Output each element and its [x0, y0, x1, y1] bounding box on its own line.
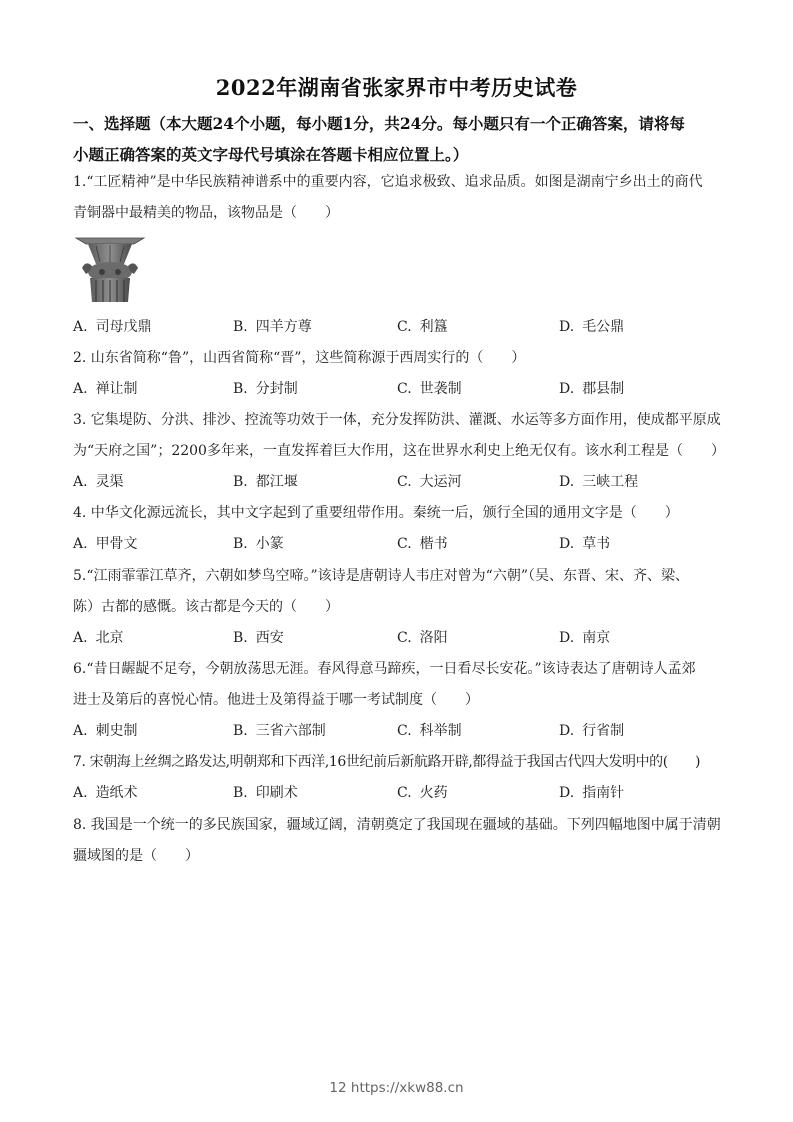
- option-c[interactable]: C. 楷书: [397, 536, 448, 552]
- bronze-vessel-image: [72, 232, 148, 308]
- option-d[interactable]: D. 行省制: [559, 723, 625, 739]
- question-2-line-1: 2. 山东省简称“鲁”，山西省简称“晋”，这些简称源于西周实行的（ ）: [73, 350, 526, 366]
- section-heading-line-2: 小题正确答案的英文字母代号填涂在答题卡相应位置上。）: [73, 145, 469, 164]
- option-c[interactable]: C. 世袭制: [397, 381, 462, 397]
- option-a[interactable]: A. 甲骨文: [73, 536, 138, 552]
- option-b[interactable]: B. 都江堰: [233, 474, 298, 490]
- question-5-options: [0, 628, 793, 648]
- option-d[interactable]: D. 南京: [559, 630, 611, 646]
- question-3-line-1: 3. 它集堤防、分洪、排沙、控流等功效于一体，充分发挥防洪、灌溉、水运等多方面作用，使成都平原成: [73, 412, 721, 428]
- question-8-line-1: 8. 我国是一个统一的多民族国家，疆域辽阔，清朝奠定了我国现在疆域的基础。下列四幅地图中属于清朝: [73, 817, 721, 833]
- option-b[interactable]: B. 分封制: [233, 381, 298, 397]
- option-d[interactable]: D. 草书: [559, 536, 611, 552]
- question-1-line-2: 青铜器中最精美的物品，该物品是（ ）: [73, 205, 339, 221]
- question-4-options: [0, 534, 793, 554]
- question-6-line-1: 6.“昔日龌龊不足夸，今朝放荡思无涯。春风得意马蹄疾，一日看尽长安花。”该诗表达了唐朝诗人孟郊: [73, 661, 696, 677]
- option-a[interactable]: A. 造纸术: [73, 785, 138, 801]
- question-5-line-2: 陈）古都的感慨。该古都是今天的（ ）: [73, 599, 339, 615]
- exam-title: 2022年湖南省张家界市中考历史试卷: [215, 75, 578, 100]
- option-c[interactable]: C. 科举制: [397, 723, 462, 739]
- option-b[interactable]: B. 四羊方尊: [233, 319, 312, 335]
- question-1-line-1: 1.“工匠精神”是中华民族精神谱系中的重要内容，它追求极致、追求品质。如图是湖南宁乡出土的商代: [73, 174, 703, 190]
- option-a[interactable]: A. 灵渠: [73, 474, 124, 490]
- question-4-line-1: 4. 中华文化源远流长，其中文字起到了重要纽带作用。秦统一后，颁行全国的通用文字是（ ）: [73, 505, 679, 521]
- question-2-options: [0, 379, 793, 399]
- question-6-line-2: 进士及第后的喜悦心情。他进士及第得益于哪一考试制度（ ）: [73, 692, 479, 708]
- option-b[interactable]: B. 西安: [233, 630, 284, 646]
- option-a[interactable]: A. 北京: [73, 630, 124, 646]
- section-heading-line-1: 一、选择题（本大题24个小题，每小题1分，共24分。每小题只有一个正确答案，请将每: [73, 114, 685, 133]
- question-5-line-1: 5.“江雨霏霏江草齐，六朝如梦鸟空啼。”该诗是唐朝诗人韦庄对曾为“六朝”（吴、东晋、宋、齐、梁、: [73, 568, 689, 584]
- question-3-options: [0, 472, 793, 492]
- question-6-options: [0, 721, 793, 741]
- option-a[interactable]: A. 禅让制: [73, 381, 138, 397]
- section-heading: [73, 108, 728, 170]
- option-c[interactable]: C. 火药: [397, 785, 448, 801]
- option-d[interactable]: D. 毛公鼎: [559, 319, 625, 335]
- option-c[interactable]: C. 利簋: [397, 319, 448, 335]
- option-b[interactable]: B. 印刷术: [233, 785, 298, 801]
- question-3-line-2: 为“天府之国”；2200多年来，一直发挥着巨大作用，这在世界水利史上绝无仅有。该水利工程是（ ）: [73, 443, 725, 459]
- page-footer: 12 https://xkw88.cn: [329, 1080, 464, 1096]
- option-b[interactable]: B. 小篆: [233, 536, 284, 552]
- option-a[interactable]: A. 司母戊鼎: [73, 319, 152, 335]
- option-d[interactable]: D. 郡县制: [559, 381, 625, 397]
- option-b[interactable]: B. 三省六部制: [233, 723, 326, 739]
- option-a[interactable]: A. 刺史制: [73, 723, 138, 739]
- question-1-options: [0, 317, 793, 337]
- question-7-options: [0, 783, 793, 803]
- question-7-line-1: 7. 宋朝海上丝绸之路发达,明朝郑和下西洋,16世纪前后新航路开辟,都得益于我国古代四大发明中的( ): [73, 754, 701, 770]
- option-d[interactable]: D. 三峡工程: [559, 474, 639, 490]
- option-c[interactable]: C. 大运河: [397, 474, 462, 490]
- option-d[interactable]: D. 指南针: [559, 785, 625, 801]
- option-c[interactable]: C. 洛阳: [397, 630, 448, 646]
- question-8-line-2: 疆域图的是（ ）: [73, 848, 199, 864]
